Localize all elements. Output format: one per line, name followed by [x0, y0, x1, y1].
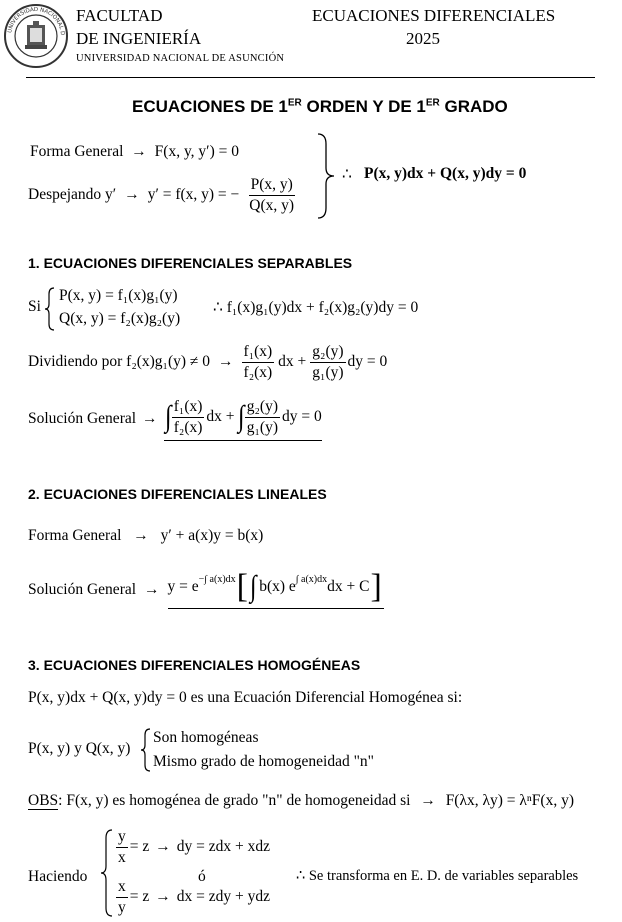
intro-right-brace	[316, 132, 336, 224]
section1-dividing: Dividiendo por f₂(x)g₁(y) ≠ 0 → $\frac{\text{f₁(x)}}{\text{f₂(x)}}$ dx + $\frac{\text{g₂(y)}}{\text{g₁(y)}}$ dy = 0	[28, 343, 388, 381]
section1-therefore-eq: ∴ f₁(x)g₁(y)dx + f₂(x)g₂(y)dy = 0	[213, 299, 419, 316]
substitution-2: $\frac{x}{y}$ = z → dx = zdy + ydz	[118, 878, 270, 916]
arrow-icon: →	[420, 792, 436, 809]
arrow-icon: →	[131, 143, 147, 160]
header-divider	[26, 77, 595, 78]
section3-cond1: Son homogéneas	[153, 729, 259, 746]
si-label: Si	[28, 298, 41, 315]
obs-label: OBS	[28, 792, 59, 809]
section3-left-brace	[140, 727, 152, 777]
substitution-1: $\frac{y}{x}$ = z → dy = zdx + xdz	[118, 828, 270, 866]
section3-conclusion: ∴ Se transforma en E. D. de variables separables	[296, 868, 579, 884]
section2-solution: Solución General → y = e $^{-\int a(x)dx}$ [ ∫ b(x) e $^{\int a(x)dx}$ dx + C ]	[28, 570, 384, 609]
intro-therefore: ∴	[342, 166, 352, 183]
arrow-icon: →	[144, 580, 160, 598]
intro-result: P(x, y)dx + Q(x, y)dy = 0	[364, 165, 527, 182]
section1-solution: Solución General → ∫ $\frac{\text{f₁(x)}}{\text{f₂(x)}}$ dx + ∫ $\frac{\text{g₂(y)}}{\text{g₁(y)}}$ dy = 0	[28, 398, 322, 441]
university-seal	[3, 3, 69, 69]
section1-title: 1. ECUACIONES DIFERENCIALES SEPARABLES	[28, 255, 353, 271]
arrow-icon: →	[155, 838, 171, 856]
section2-forma-general: Forma General → y′ + a(x)y = b(x)	[28, 527, 264, 544]
section3-obs: OBS: F(x, y) es homogénea de grado "n" de homogeneidad si → F(λx, λy) = λⁿF(x, y)	[28, 792, 574, 809]
course-title: ECUACIONES DIFERENCIALES	[312, 6, 556, 25]
intro-despejando: Despejando y′ → y′ = f(x, y) = − $\frac{P(x, y)}{Q(x, y)}$	[28, 176, 295, 214]
arrow-icon: →	[155, 888, 171, 906]
arrow-icon: →	[142, 410, 158, 428]
section3-statement: P(x, y)dx + Q(x, y)dy = 0 es una Ecuación Diferencial Homogénea si:	[28, 689, 463, 706]
intro-forma-general: Forma General → F(x, y, y′) = 0	[30, 143, 239, 160]
university-name: UNIVERSIDAD NACIONAL DE ASUNCIÓN	[76, 53, 285, 64]
section3-pq-label: P(x, y) y Q(x, y)	[28, 740, 131, 757]
section3-cond2: Mismo grado de homogeneidad "n"	[153, 753, 375, 770]
arrow-icon: →	[133, 527, 149, 544]
section1-case2: Q(x, y) = f₂(x)g₂(y)	[59, 310, 181, 327]
haciendo-label: Haciendo	[28, 868, 88, 885]
section3-haciendo-brace	[100, 828, 114, 922]
section1-left-brace	[44, 286, 56, 336]
year: 2025	[406, 29, 440, 48]
intro-fraction: $\frac{P(x, y)}{Q(x, y)}$	[249, 176, 295, 214]
section1-case1: P(x, y) = f₁(x)g₁(y)	[59, 287, 178, 304]
svg-text:UNIVERSIDAD NACIONAL DE ASUNCI: UNIVERSIDAD NACIONAL D	[7, 6, 66, 36]
section1-solution-formula: ∫ $\frac{\text{f₁(x)}}{\text{f₂(x)}}$ dx + ∫ $\frac{\text{g₂(y)}}{\text{g₁(y)}}$ dy = 0	[164, 398, 322, 441]
section2-solution-formula: y = e $^{-\int a(x)dx}$ [ ∫ b(x) e $^{\int a(x)dx}$ dx + C ]	[168, 570, 384, 609]
section3-title: 3. ECUACIONES DIFERENCIALES HOMOGÉNEAS	[28, 657, 361, 673]
section2-title: 2. ECUACIONES DIFERENCIALES LINEALES	[28, 486, 327, 502]
page-title: ECUACIONES DE 1ER ORDEN Y DE 1ER GRADO	[132, 97, 508, 116]
arrow-icon: →	[124, 186, 140, 204]
faculty-line1: FACULTAD	[76, 6, 163, 25]
faculty-line2: DE INGENIERÍA	[76, 29, 202, 48]
or-label: ó	[198, 868, 206, 885]
arrow-icon: →	[218, 353, 234, 371]
